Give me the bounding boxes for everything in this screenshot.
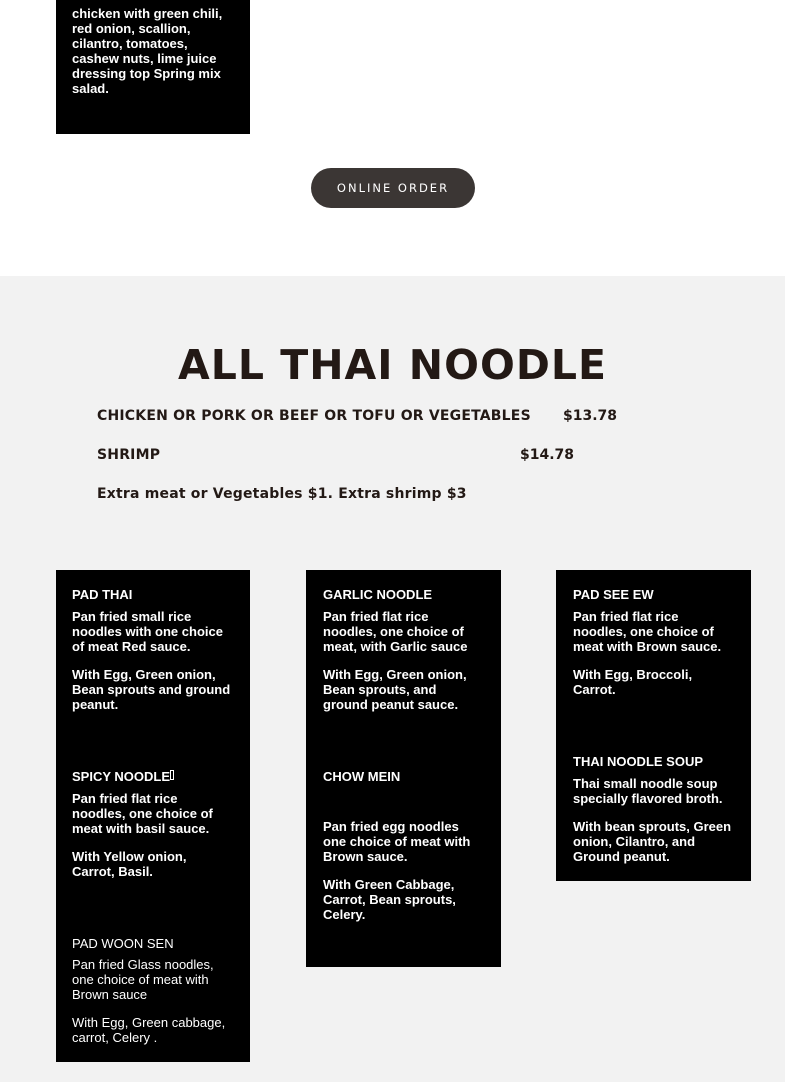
menu-item-description: Pan fried egg noodles one choice of meat with Brown sauce. <box>323 819 471 864</box>
menu-item-name: PAD SEE EW <box>573 587 654 602</box>
menu-column-3 <box>556 570 751 881</box>
menu-item-description: Pan fried flat rice noodles, one choice of meat with basil sauce. <box>72 791 213 836</box>
menu-item-description: Pan fried small rice noodles with one choice of meat Red sauce. <box>72 609 223 654</box>
menu-item-description: Thai small noodle soup specially flavored broth. <box>573 776 723 806</box>
menu-item-extras: With Egg, Green cabbage, carrot, Celery . <box>72 1015 226 1045</box>
menu-column-2 <box>306 570 501 967</box>
extra-note: Extra meat or Vegetables $1. Extra shrimp $3 <box>97 486 467 502</box>
menu-item-name: PAD THAI <box>72 587 133 602</box>
menu-column-1 <box>56 570 250 1062</box>
price-label-shrimp: SHRIMP <box>97 447 161 463</box>
section-title: ALL THAI NOODLE <box>178 341 607 389</box>
menu-item-extras: With Yellow onion, Carrot, Basil. <box>72 849 187 879</box>
menu-card-top <box>56 0 250 134</box>
menu-item-description: Pan fried Glass noodles, one choice of meat with Brown sauce <box>72 957 214 1002</box>
menu-item-extras: With Green Cabbage, Carrot, Bean sprouts, Celery. <box>323 877 456 922</box>
menu-item-extras: With Egg, Broccoli, Carrot. <box>573 667 693 697</box>
menu-item-description: chicken with green chili, red onion, scallion, cilantro, tomatoes, cashew nuts, lime juice dressing top Spring mix salad. <box>72 6 223 96</box>
menu-item-description: Pan fried flat rice noodles, one choice of meat, with Garlic sauce <box>323 609 468 654</box>
price-value-meat: $13.78 <box>563 408 618 424</box>
menu-item-name: GARLIC NOODLE <box>323 587 433 602</box>
menu-item-extras: With bean sprouts, Green onion, Cilantro, and Ground peanut. <box>573 819 732 864</box>
menu-item-name: THAI NOODLE SOUP <box>573 754 704 769</box>
menu-item-description: Pan fried flat rice noodles, one choice of meat with Brown sauce. <box>573 609 722 654</box>
price-label-meat: CHICKEN OR PORK OR BEEF OR TOFU OR VEGETABLES <box>97 408 531 424</box>
menu-item-name: CHOW MEIN <box>323 769 401 784</box>
price-value-shrimp: $14.78 <box>520 447 575 463</box>
menu-item-name: SPICY NOODLE <box>72 769 171 784</box>
menu-item-extras: With Egg, Green onion, Bean sprouts and ground peanut. <box>72 667 231 712</box>
online-order-button[interactable]: ONLINE ORDER <box>311 168 475 208</box>
menu-item-name: PAD WOON SEN <box>72 936 174 951</box>
menu-item-extras: With Egg, Green onion, Bean sprouts, and ground peanut sauce. <box>323 667 467 712</box>
chili-icon <box>170 770 174 780</box>
